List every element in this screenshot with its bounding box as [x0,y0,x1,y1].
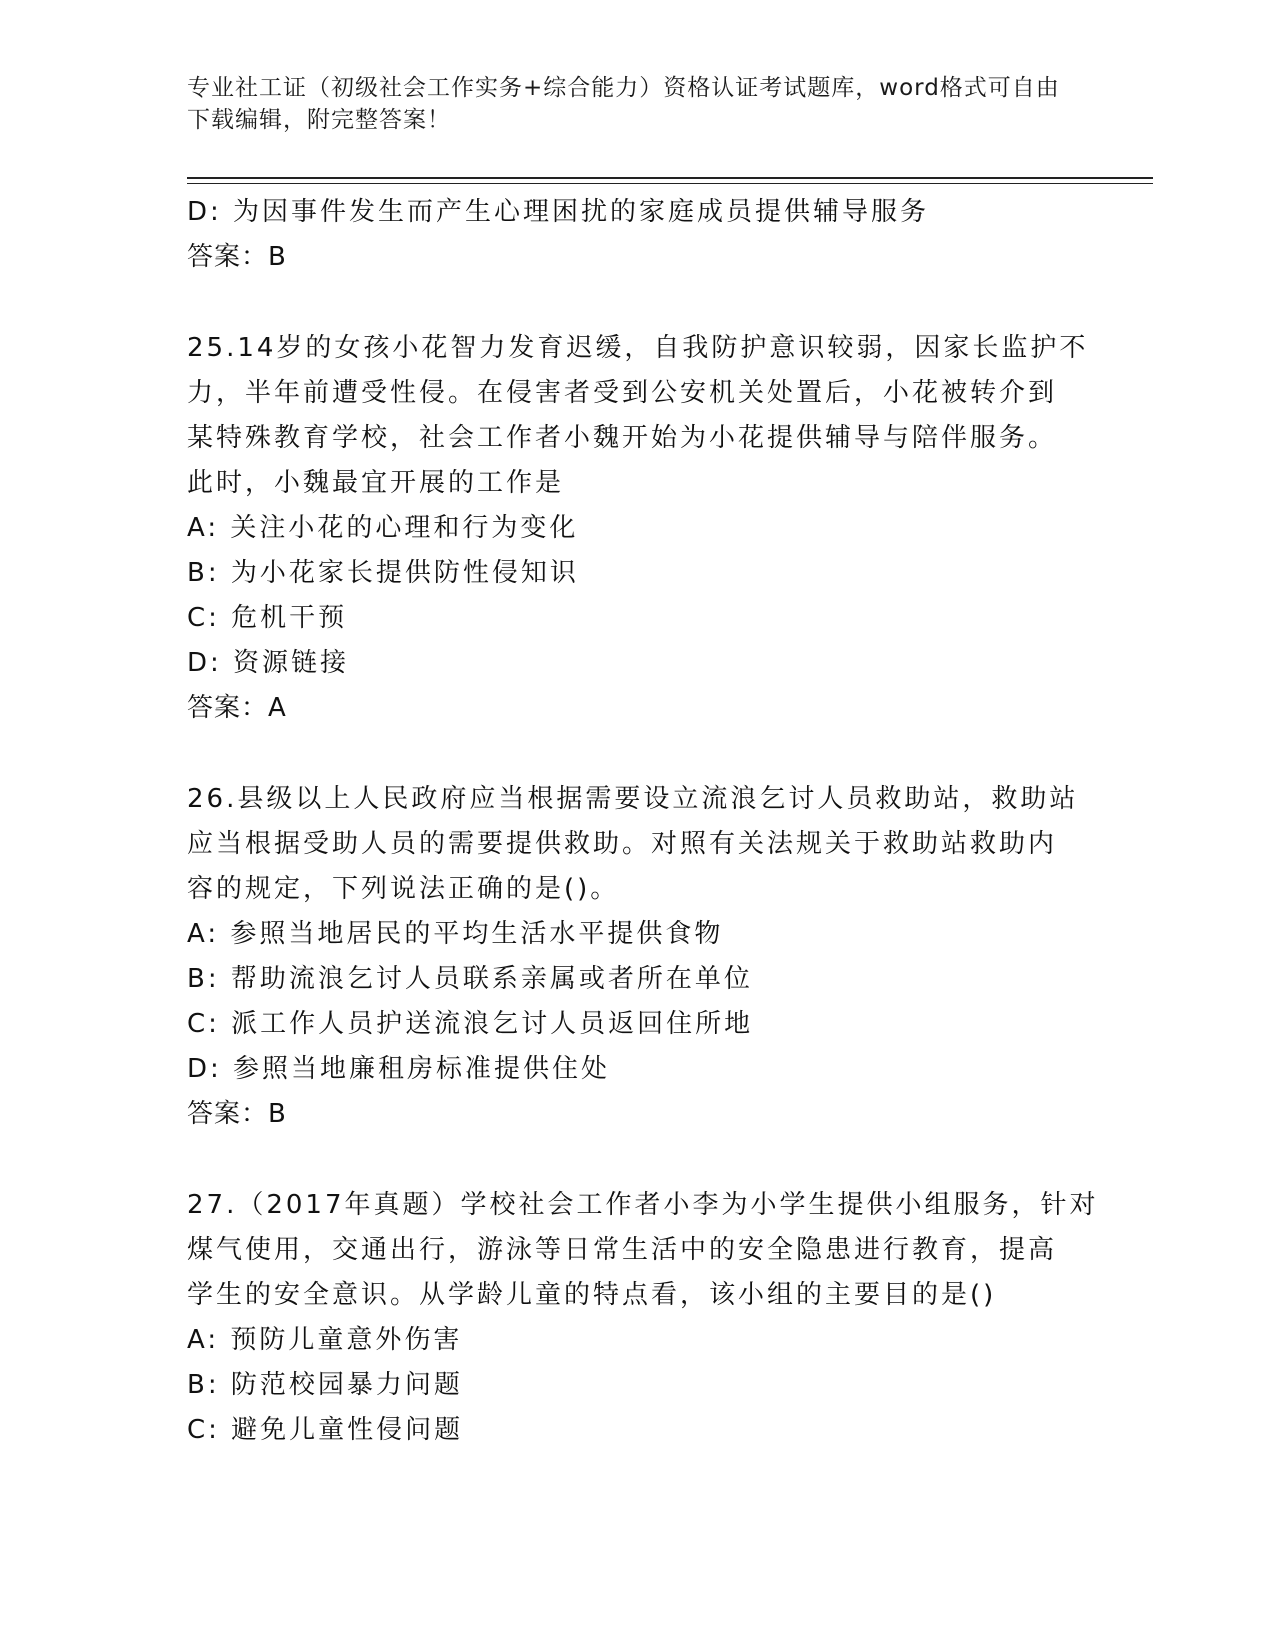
answer-line: 答案：B [187,1099,287,1129]
question-text [187,326,1087,506]
question-text-line: 容的规定，下列说法正确的是()。 [187,874,620,904]
answer-line: 答案：A [187,693,287,723]
question-text-line: 学生的安全意识。从学龄儿童的特点看，该小组的主要目的是() [187,1280,997,1310]
spacer [187,1137,1087,1183]
option-c: C: 避免儿童性侵问题 [187,1415,464,1445]
page-header [187,72,1087,136]
option-a: A: 预防儿童意外伤害 [187,1325,463,1355]
option-b: B: 帮助流浪乞讨人员联系亲属或者所在单位 [187,964,753,994]
question-27 [187,1183,1099,1453]
option-d: D: 资源链接 [187,648,350,678]
question-25 [187,326,1087,731]
option-d: D: 为因事件发生而产生心理困扰的家庭成员提供辅导服务 [187,197,930,227]
question-text-line: 煤气使用，交通出行，游泳等日常生活中的安全隐患进行教育，提高 [187,1235,1058,1265]
question-text [187,777,1087,912]
question-text-line: 某特殊教育学校，社会工作者小魏开始为小花提供辅导与陪伴服务。 [187,423,1058,453]
header-line-2: 下载编辑，附完整答案！ [187,107,451,133]
spacer [187,731,1087,777]
spacer [187,280,1087,326]
previous-question-tail [187,190,1087,280]
question-26 [187,777,1087,1137]
header-divider-thick [187,177,1153,179]
option-c: C: 危机干预 [187,603,348,633]
option-a: A: 关注小花的心理和行为变化 [187,513,579,543]
question-text-line: 此时，小魏最宜开展的工作是 [187,468,565,498]
answer-line: 答案：B [187,242,287,272]
option-c: C: 派工作人员护送流浪乞讨人员返回住所地 [187,1009,754,1039]
option-a: A: 参照当地居民的平均生活水平提供食物 [187,919,724,949]
question-text-line: 25.14岁的女孩小花智力发育迟缓，自我防护意识较弱，因家长监护不 [187,333,1089,363]
question-text [187,1183,1099,1318]
option-d: D: 参照当地廉租房标准提供住处 [187,1054,611,1084]
question-list [187,190,1099,1453]
option-b: B: 防范校园暴力问题 [187,1370,463,1400]
header-divider-thin [187,183,1153,184]
option-b: B: 为小花家长提供防性侵知识 [187,558,579,588]
question-text-line: 应当根据受助人员的需要提供救助。对照有关法规关于救助站救助内 [187,829,1058,859]
header-line-1: 专业社工证（初级社会工作实务+综合能力）资格认证考试题库，word格式可自由 [187,75,1060,101]
question-text-line: 26.县级以上人民政府应当根据需要设立流浪乞讨人员救助站，救助站 [187,784,1079,814]
question-text-line: 27.（2017年真题）学校社会工作者小李为小学生提供小组服务，针对 [187,1190,1099,1220]
question-text-line: 力，半年前遭受性侵。在侵害者受到公安机关处置后，小花被转介到 [187,378,1058,408]
